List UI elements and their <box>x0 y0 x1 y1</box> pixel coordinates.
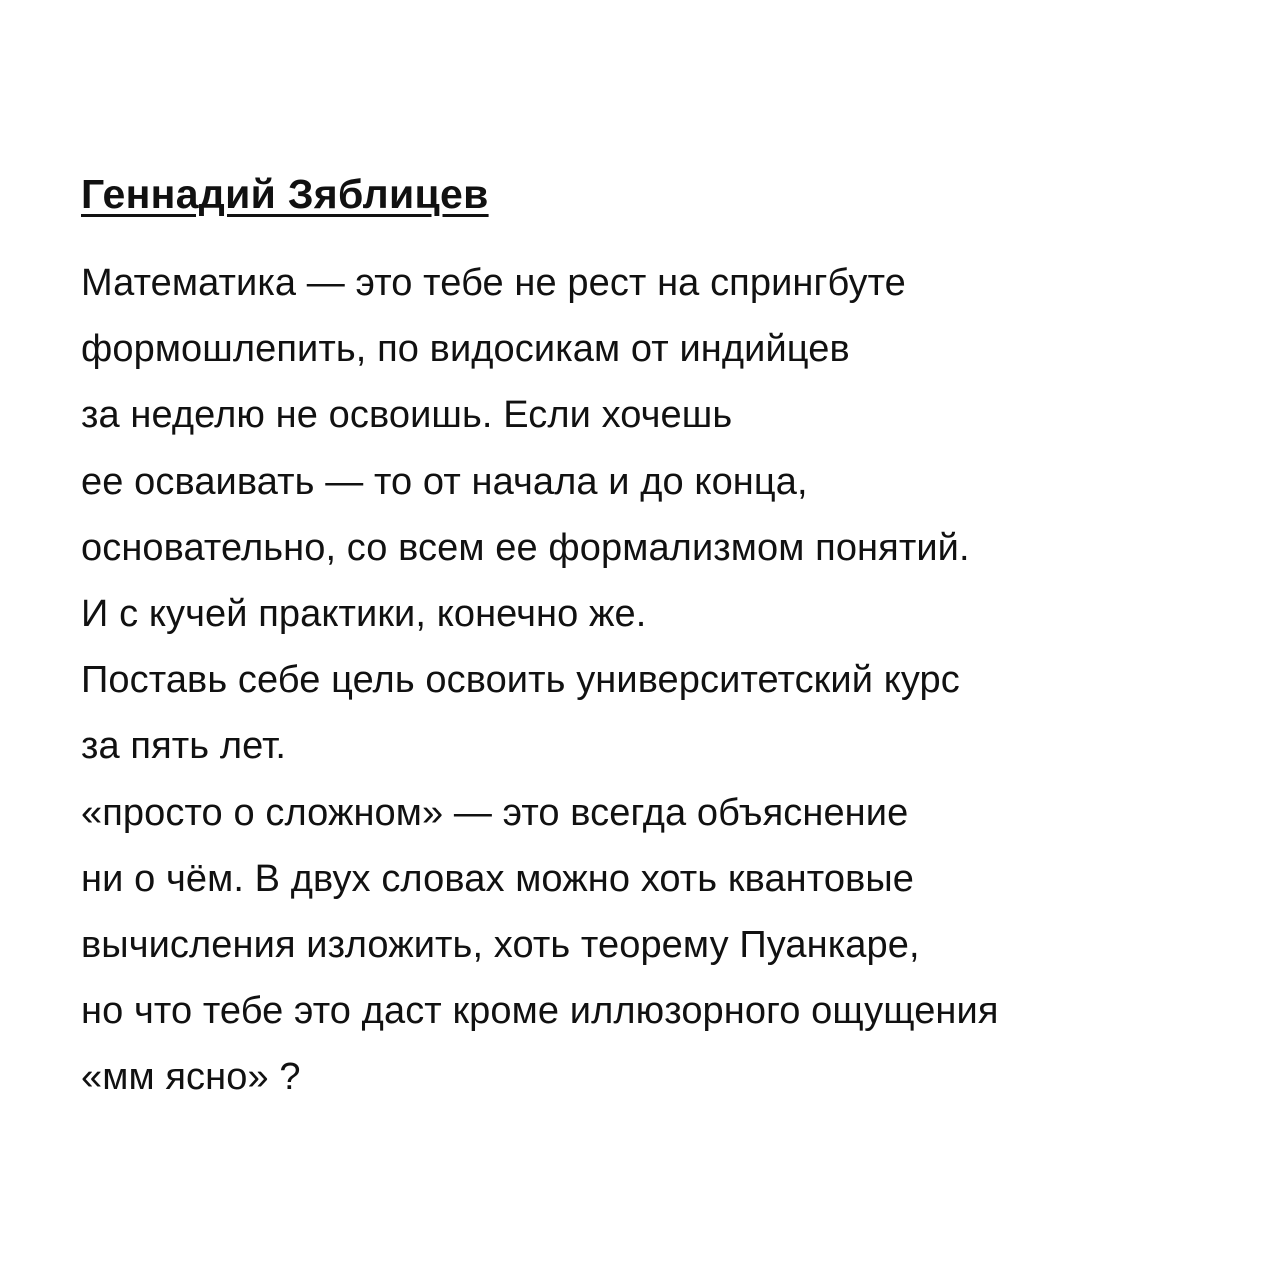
quote-line: И с кучей практики, конечно же. <box>81 592 647 635</box>
quote-line: за пять лет. <box>81 725 287 768</box>
quote-line: формошлепить, по видосикам от индийцев <box>81 328 850 371</box>
quote-line: «мм ясно» ? <box>81 1056 301 1099</box>
quote-line: основательно, со всем ее формализмом понятий. <box>81 526 970 569</box>
quote-line: Поставь себе цель освоить университетский курс <box>81 659 960 702</box>
quote-line: но что тебе это даст кроме иллюзорного ощущения <box>81 990 999 1033</box>
quote-line: ее осваивать — то от начала и до конца, <box>81 460 808 503</box>
quote-line: вычисления изложить, хоть теорему Пуанкаре, <box>81 923 920 966</box>
quote-card <box>81 166 1221 1110</box>
quote-line: за неделю не освоишь. Если хочешь <box>81 394 733 437</box>
author-name: Геннадий Зяблицев <box>81 171 489 217</box>
quote-text <box>81 250 1221 1110</box>
quote-line: ни о чём. В двух словах можно хоть квантовые <box>81 857 915 900</box>
quote-line: «просто о сложном» — это всегда объяснение <box>81 791 909 834</box>
quote-line: Математика — это тебе не рест на спрингбуте <box>81 262 906 304</box>
